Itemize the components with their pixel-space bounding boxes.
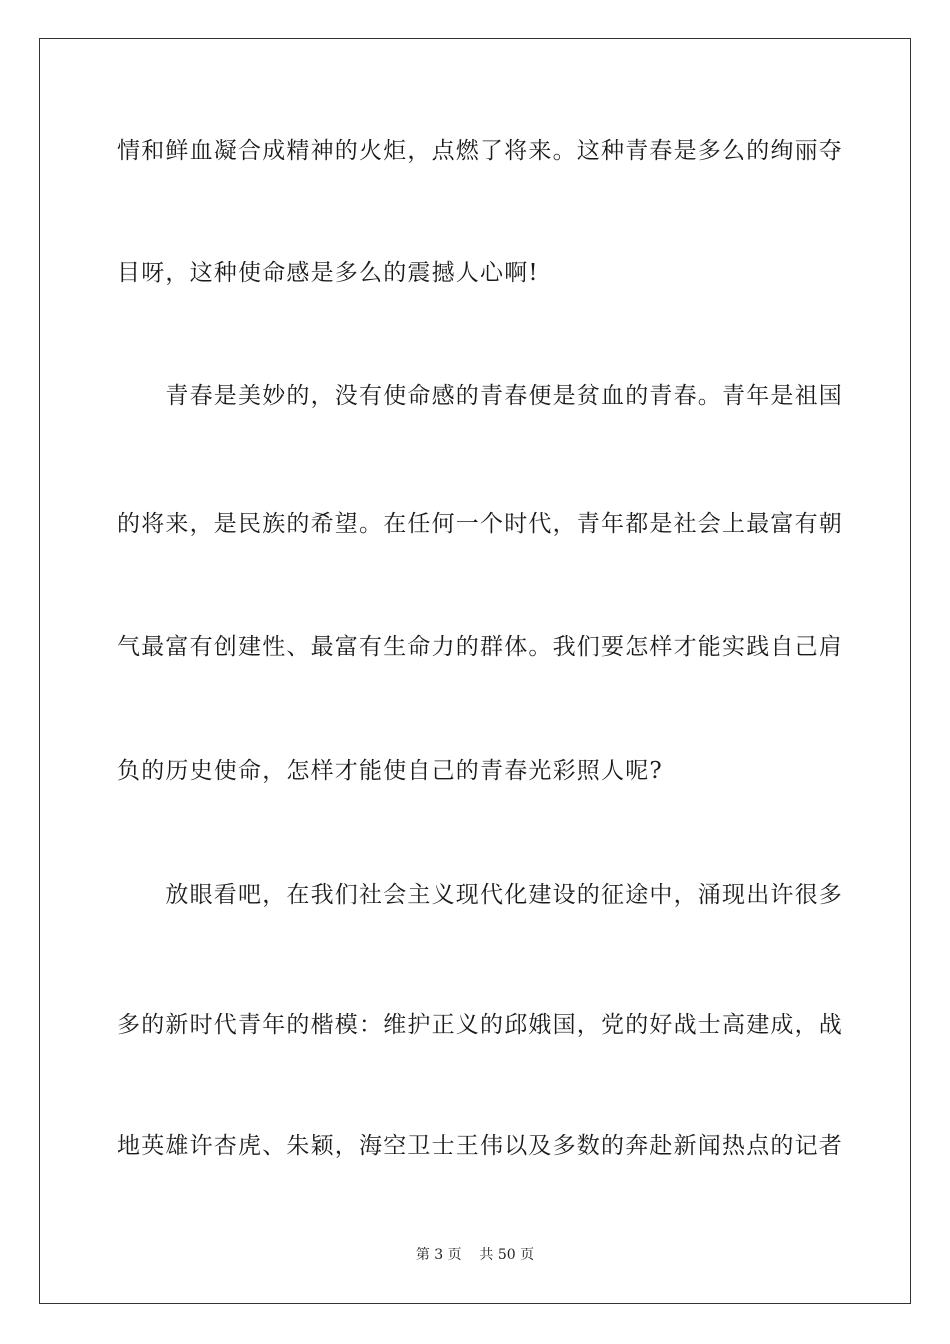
body-text-line: 青春是美妙的，没有使命感的青春便是贫血的青春。青年是祖国 [117,383,843,409]
body-text-line: 负的历史使命，怎样才能使自己的青春光彩照人呢? [117,758,663,784]
body-text-line: 放眼看吧，在我们社会主义现代化建设的征途中，涌现出许很多 [117,882,843,908]
page-border [39,38,911,1304]
body-text-line: 地英雄许杏虎、朱颖，海空卫士王伟以及多数的奔赴新闻热点的记者 [117,1133,843,1159]
body-text-line: 目呀，这种使命感是多么的震撼人心啊! [117,260,539,286]
page-number-footer: 第 3 页 共 50 页 [415,1247,535,1263]
body-text-line: 多的新时代青年的楷模：维护正义的邱娥国，党的好战士高建成，战 [117,1012,843,1038]
body-text-line: 的将来，是民族的希望。在任何一个时代，青年都是社会上最富有朝 [117,511,843,537]
body-text-line: 气最富有创建性、最富有生命力的群体。我们要怎样才能实践自己肩 [117,634,843,660]
body-text-line: 情和鲜血凝合成精神的火炬，点燃了将来。这种青春是多么的绚丽夺 [117,138,843,164]
